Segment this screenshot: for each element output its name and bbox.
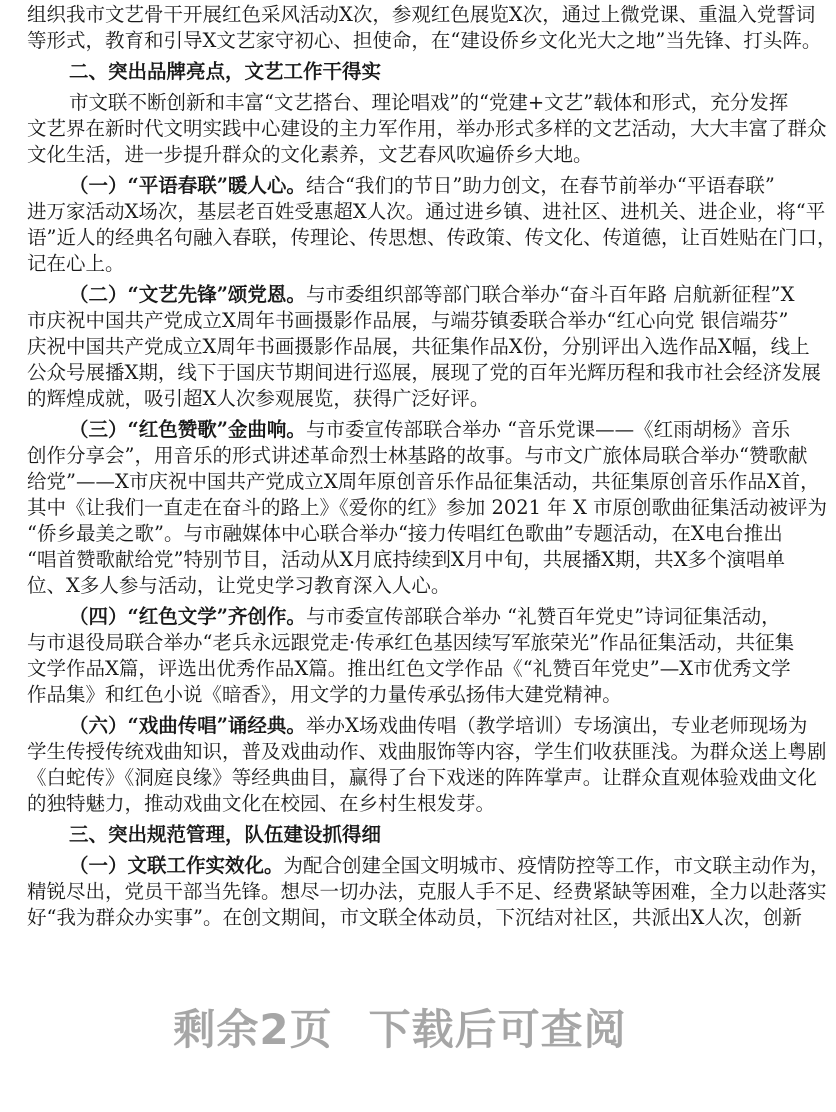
line-text: 《白蛇传》《洞庭良缘》等经典曲目，赢得了台下戏迷的阵阵掌声。让群众直观体验戏曲文化	[27, 766, 817, 789]
paragraph	[27, 173, 836, 277]
line-text: 学生传授传统戏曲知识，普及戏曲动作、戏曲服饰等内容，学生们收获匪浅。为群众送上粤剧	[27, 740, 827, 763]
section-heading	[27, 59, 773, 85]
text-line	[27, 251, 773, 277]
document-page	[27, 2, 836, 936]
line-text: 组织我市文艺骨干开展红色采风活动X次，参观红色展览X次，通过上微党课、重温入党誓词	[27, 3, 816, 26]
line-text: 语”近人的经典名句融入春联，传理论、传思想、传政策、传文化、传道德，让百姓贴在门口，	[27, 226, 836, 249]
paragraph-lead: （四）“红色文学”齐创作。	[69, 605, 306, 628]
text-line	[27, 443, 808, 469]
line-text: 的辉煌成就，吸引超X人次参观展览，获得广泛好评。	[27, 387, 490, 410]
line-text: 精锐尽出，党员干部当先锋。想尽一切办法，克服人手不足、经费紧缺等困难，全力以赴落实	[27, 880, 827, 903]
line-text: “侨乡最美之歌”。与市融媒体中心联合举办“接力传唱红色歌曲”专题活动，在X电台推出	[27, 522, 783, 545]
line-text: 其中《让我们一直走在奋斗的路上》《爱你的红》参加 2021 年 X 市原创歌曲征集活动被评为	[27, 496, 828, 519]
line-text: 好“我为群众办实事”。在创文期间，市文联全体动员，下沉结对社区，共派出X人次，创新	[27, 906, 802, 929]
line-text: 举办X场戏曲传唱（教学培训）专场演出，专业老师现场为	[305, 714, 808, 737]
text-line	[27, 116, 827, 142]
line-text: 文学作品X篇，评选出优秀作品X篇。推出红色文学作品《“礼赞百年党史”—X市优秀文学	[27, 657, 791, 680]
text-line	[27, 90, 789, 116]
text-line	[27, 713, 808, 739]
download-to-view-label[interactable]: 下载后可查阅	[368, 1005, 627, 1054]
paragraph	[27, 2, 822, 54]
paragraph-lead: （一）“平语春联”暖人心。	[69, 174, 306, 197]
paragraph-lead: （一）文联工作实效化。	[69, 854, 284, 877]
section-heading	[27, 822, 773, 848]
text-line	[27, 879, 827, 905]
line-text: 创作分享会”，用音乐的形式讲述革命烈士林基路的故事。与市文广旅体局联合举办“赞歌献	[27, 444, 808, 467]
remaining-pages-label: 剩余2页	[173, 1005, 333, 1054]
text-line	[27, 360, 821, 386]
text-line	[27, 739, 827, 765]
text-line	[27, 822, 773, 848]
text-line	[27, 417, 791, 443]
line-text: 庆祝中国共产党成立X周年书画摄影作品展，共征集作品X份，分别评出入选作品X幅，线上	[27, 335, 810, 358]
text-line	[27, 28, 822, 54]
paragraph	[27, 90, 827, 168]
heading-text: 二、突出品牌亮点，文艺工作干得实	[69, 60, 382, 83]
heading-text: 三、突出规范管理，队伍建设抓得细	[69, 823, 382, 846]
text-line	[27, 905, 802, 931]
line-text: 结合“我们的节日”助力创文，在春节前举办“平语春联”	[305, 174, 775, 197]
line-text: 的独特魅力，推动戏曲文化在校园、在乡村生根发芽。	[27, 792, 496, 815]
text-line	[27, 547, 785, 573]
text-line	[27, 59, 773, 85]
line-text: 市庆祝中国共产党成立X周年书画摄影作品展，与端芬镇委联合举办“红心向党 银信端芬”	[27, 309, 789, 332]
line-text: 公众号展播X期，线下于国庆节期间进行巡展，展现了党的百年光辉历程和我市社会经济发展	[27, 361, 821, 384]
line-text: 文化生活，进一步提升群众的文化素养，文艺春风吹遍侨乡大地。	[27, 143, 593, 166]
text-line	[27, 656, 791, 682]
text-line	[27, 791, 773, 817]
line-text: 市文联不断创新和丰富“文艺搭台、理论唱戏”的“党建+文艺”载体和形式，充分发挥	[69, 91, 789, 114]
line-text: 给党”——X市庆祝中国共产党成立X周年原创音乐作品征集活动，共征集原创音乐作品X首，	[27, 470, 820, 493]
text-line	[27, 521, 783, 547]
line-text: 记在心上。	[27, 252, 125, 275]
paragraph	[27, 282, 821, 412]
paragraph	[27, 604, 795, 708]
paragraph-lead: （六）“戏曲传唱”诵经典。	[69, 714, 306, 737]
line-text: 文艺界在新时代文明实践中心建设的主力军作用，举办形式多样的文艺活动，大大丰富了群众	[27, 117, 827, 140]
paragraph	[27, 853, 830, 931]
text-line	[27, 604, 781, 630]
line-text: 作品集》和红色小说《暗香》，用文学的力量传承弘扬伟大建党精神。	[27, 683, 622, 706]
text-line	[27, 386, 773, 412]
text-line	[27, 469, 820, 495]
text-line	[27, 199, 826, 225]
text-line	[27, 142, 773, 168]
paragraph-lead: （二）“文艺先锋”颂党恩。	[69, 283, 306, 306]
text-line	[27, 495, 828, 521]
paragraph	[27, 713, 827, 817]
line-text: 为配合创建全国文明城市、疫情防控等工作，市文联主动作为，	[283, 854, 830, 877]
line-text: 进万家活动X场次，基层老百姓受惠超X人次。通过进乡镇、进社区、进机关、进企业，将“平	[27, 200, 826, 223]
paragraph-lead: （三）“红色赞歌”金曲响。	[69, 418, 306, 441]
text-line	[27, 173, 773, 199]
line-text: 与市委组织部等部门联合举办“奋斗百年路 启航新征程”X	[305, 283, 795, 306]
text-line	[27, 308, 789, 334]
text-line	[27, 2, 816, 28]
line-text: 与市委宣传部联合举办 “礼赞百年党史”诗词征集活动，	[305, 605, 781, 628]
line-text: “唱首赞歌献给党”特别节目，活动从X月底持续到X月中旬，共展播X期，共X多个演唱单	[27, 548, 785, 571]
text-line	[27, 682, 773, 708]
text-line	[27, 853, 830, 879]
line-text: 与市委宣传部联合举办 “音乐党课——《红雨胡杨》音乐	[305, 418, 791, 441]
text-line	[27, 225, 836, 251]
line-text: 与市退役局联合举办“老兵永远跟党走·传承红色基因续写军旅荣光”作品征集活动，共征集	[27, 631, 795, 654]
line-text: 位、X多人参与活动，让党史学习教育深入人心。	[27, 574, 451, 597]
text-line	[27, 630, 795, 656]
text-line	[27, 573, 773, 599]
line-text: 等形式，教育和引导X文艺家守初心、担使命，在“建设侨乡文化光大之地”当先锋、打头阵。	[27, 29, 822, 52]
paragraph	[27, 417, 828, 599]
download-banner[interactable]	[0, 1005, 800, 1055]
text-line	[27, 765, 817, 791]
text-line	[27, 282, 795, 308]
text-line	[27, 334, 810, 360]
